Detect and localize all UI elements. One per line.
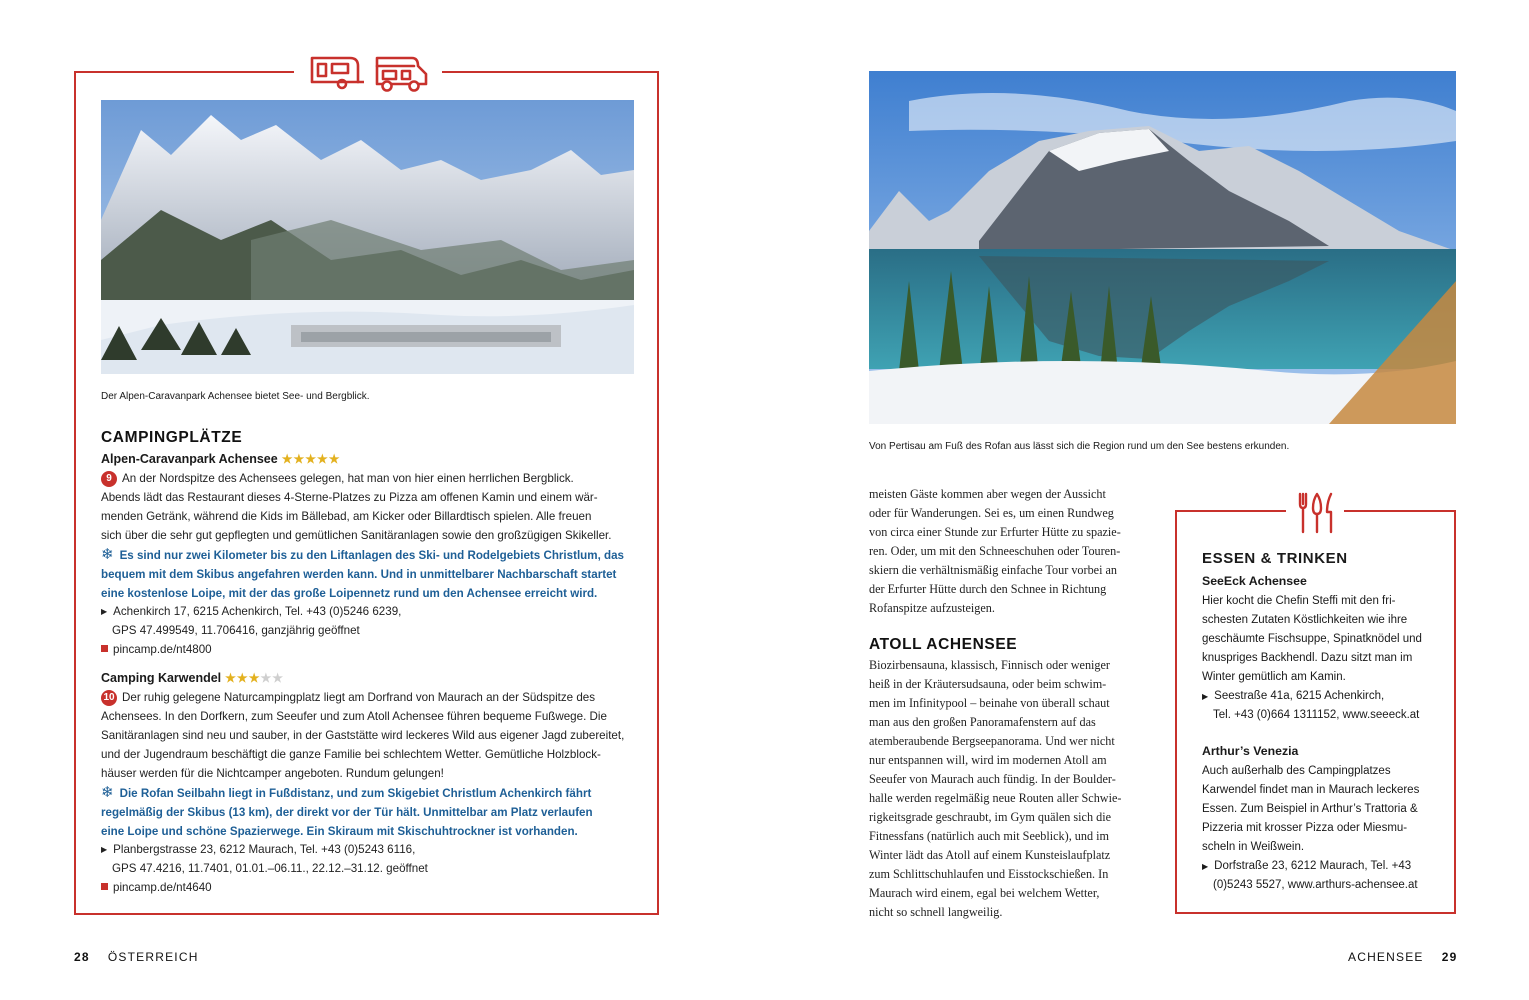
- star-rating: ★★★★★: [225, 671, 284, 685]
- triangle-bullet-icon: ▶: [101, 845, 108, 854]
- right-photo-caption: Von Pertisau am Fuß des Rofan aus lässt sich die Region rund um den See bestens erkunden.: [869, 441, 1290, 452]
- atoll-achensee-title: ATOLL ACHENSEE: [869, 636, 1018, 653]
- article-intro-text: meisten Gäste kommen aber wegen der Aussicht oder für Wanderungen. Sei es, um einen Rundweg von circa einer Stunde zur Erfurter Hütte zu spazie- ren. Oder, um mit den Schneeschuhen oder Touren- skiern die verhältnismäßig einfache Tour vorbei an der Erfurter Hütte durch den Schnee in Richtung Rofanspitze aufzusteigen.: [869, 487, 1121, 615]
- place-text-arthurs-venezia: Auch außerhalb des Campingplatzes Karwendel findet man in Maurach leckeres Essen. Zum Beispiel in Arthur’s Trattoria & Pizzeria mit krosser Pizza oder Miesmu- scheln in Weißwein. ▶ Dorfstraße 23, 6212 Maurach, Tel. +43 (0)5243 5527, www.arthurs-achensee.at: [1202, 765, 1420, 891]
- link-pincamp-karwendel[interactable]: pincamp.de/nt4640: [101, 881, 212, 894]
- square-bullet-icon: [101, 645, 108, 652]
- snowflake-icon: ❄: [101, 546, 114, 563]
- cutlery-icon: [1295, 492, 1339, 534]
- entry-title-alpen-caravanpark: Alpen-Caravanpark Achensee ★★★★★: [101, 452, 341, 466]
- pertisau-lake-photo: [869, 71, 1456, 424]
- footer-label: ACHENSEE: [1348, 950, 1424, 964]
- address-alpen-caravanpark: ▶ Achenkirch 17, 6215 Achenkirch, Tel. +43 (0)5246 6239, GPS 47.499549, 11.706416, ganzjährig geöffnet: [101, 605, 402, 637]
- square-bullet-icon: [101, 883, 108, 890]
- right-page-footer: [1348, 950, 1458, 964]
- entry-text-alpen-caravanpark: 9 An der Nordspitze des Achensees gelegen, hat man von hier einen herrlichen Bergblick. Abends lädt das Restaurant dieses 4-Sterne-Platzes zu Pizza am offenen Kamin und einem wär- menden Getränk, während die Kids im Bällebad, am Kicker oder Billardtisch spielen. Alle freuen sich über die sehr gut gepflegten und gemütlichen Sanitäranlagen sowie den großzügigen Skikeller.: [101, 472, 612, 542]
- page-number: 29: [1441, 950, 1458, 964]
- alpen-caravanpark-photo: [101, 100, 634, 374]
- snowflake-icon: ❄: [101, 784, 114, 801]
- place-text-seeeck: Hier kocht die Chefin Steffi mit den fri- schesten Zutaten Köstlichkeiten wie ihre geschäumte Fischsuppe, Spinatknödel und knuspriges Backhendl. Dazu sitzt man im Winter gemütlich am Kamin. ▶ Seestraße 41a, 6215 Achenkirch, Tel. +43 (0)664 1311152, www.seeeck.at: [1202, 595, 1422, 721]
- triangle-bullet-icon: ▶: [1202, 692, 1209, 701]
- winter-tip-camping-karwendel: ❄ Die Rofan Seilbahn liegt in Fußdistanz, und zum Skigebiet Christlum Achenkirch fährt regelmäßig der Skibus (13 km), der direkt vor der Tür hält. Unmittelbar am Platz verlaufen eine Loipe und schöne Spazierwege. Ein Skiraum mit Skischuhtrockner ist vorhanden.: [101, 784, 593, 838]
- essen-trinken-title: ESSEN & TRINKEN: [1202, 550, 1348, 567]
- left-page-footer: [74, 950, 199, 964]
- map-number-badge: 10: [101, 690, 117, 706]
- link-pincamp-alpen[interactable]: pincamp.de/nt4800: [101, 643, 212, 656]
- triangle-bullet-icon: ▶: [1202, 862, 1209, 871]
- left-photo-caption: Der Alpen-Caravanpark Achensee bietet See- und Bergblick.: [101, 391, 370, 402]
- camper-van-icon: [374, 52, 430, 94]
- camping-section-title: CAMPINGPLÄTZE: [101, 429, 243, 446]
- triangle-bullet-icon: ▶: [101, 607, 108, 616]
- place-name-seeeck: SeeEck Achensee: [1202, 574, 1307, 588]
- caravan-icon: [306, 52, 364, 92]
- atoll-achensee-text: Biozirbensauna, klassisch, Finnisch oder weniger heiß in der Kräutersudsauna, oder beim schwim- men im Infinitypool – beinahe von überall schaut man aus den großen Panoramafenstern auf das atemberaubende Bergseepanorama. Und wer nicht nur entspannen will, wird im modernen Atoll am Seeufer von Maurach auch fündig. In der Boulder- halle werden regelmäßig neue Routen aller Schwie- rigkeitsgrade geschraubt, im Gym quälen sich die Fitnessfans (natürlich auch mit Seeblick), und im Winter lädt das Atoll auf einem Kunsteislaufplatz zum Schlittschuhlaufen und Eisstockschießen. In Maurach wird einem, egal bei welchem Wetter, nicht so schnell langweilig.: [869, 658, 1122, 919]
- entry-text-camping-karwendel: 10 Der ruhig gelegene Naturcampingplatz liegt am Dorfrand von Maurach an der Südspitze des Achensees. In den Dorfkern, zum Seeufer und zum Atoll Achensee führen bequeme Fußwege. Die Sanitäranlagen sind neu und sauber, in der Gaststätte wird leckeres Wild aus eigener Jagd zubereitet, und der Jugendraum beschäftigt die ganze Familie bei schlechtem Wetter. Gemütliche Holzblock- häuser werden für die Nichtcamper angeboten. Rundum gelungen!: [101, 691, 625, 780]
- map-number-badge: 9: [101, 471, 117, 487]
- entry-title-camping-karwendel: Camping Karwendel ★★★★★: [101, 671, 284, 685]
- page-number: 28: [74, 950, 90, 964]
- star-rating: ★★★★★: [281, 452, 341, 466]
- winter-tip-alpen-caravanpark: ❄ Es sind nur zwei Kilometer bis zu den Liftanlagen des Ski- und Rodelgebiets Christlum, das bequem mit dem Skibus angefahren werden kann. Und in unmittelbarer Nachbarschaft startet eine kostenlose Loipe, mit der das große Loipennetz rund um den Achensee erreicht wird.: [101, 546, 624, 600]
- footer-label: ÖSTERREICH: [107, 950, 199, 964]
- address-camping-karwendel: ▶ Planbergstrasse 23, 6212 Maurach, Tel. +43 (0)5243 6116, GPS 47.4216, 11.7401, 01.01.–06.11., 22.12.–31.12. geöffnet: [101, 843, 428, 875]
- place-name-arthurs-venezia: Arthur’s Venezia: [1202, 744, 1299, 758]
